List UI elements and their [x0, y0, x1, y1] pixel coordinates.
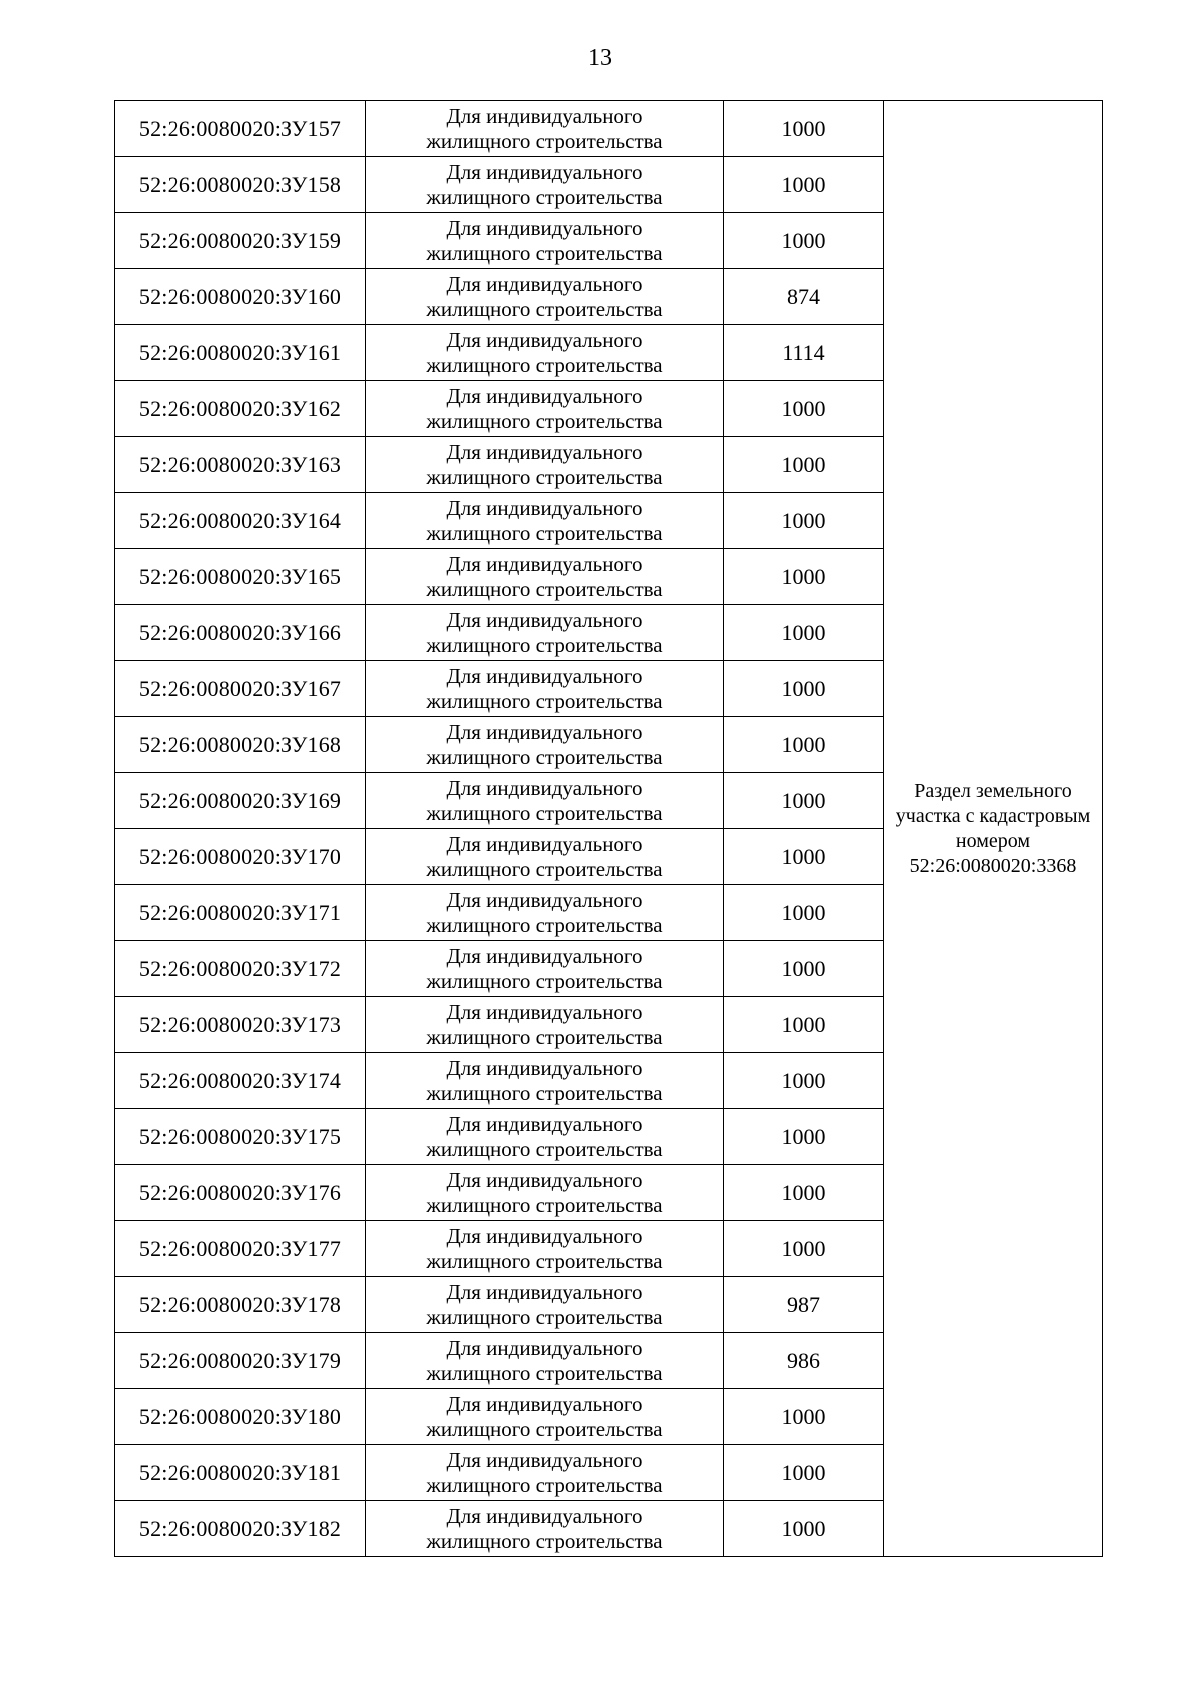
plot-number-cell: 52:26:0080020:ЗУ158 — [115, 157, 366, 213]
table-row — [115, 101, 1103, 157]
permitted-use-line-2: жилищного строительства — [426, 912, 663, 937]
plot-number-cell: 52:26:0080020:ЗУ180 — [115, 1389, 366, 1445]
permitted-use-line-2: жилищного строительства — [426, 352, 663, 377]
plot-area-cell: 1000 — [724, 1165, 884, 1221]
plot-number-cell: 52:26:0080020:ЗУ160 — [115, 269, 366, 325]
permitted-use-line-1: Для индивидуального — [446, 1111, 643, 1136]
plot-area-cell: 1000 — [724, 213, 884, 269]
plot-number-cell: 52:26:0080020:ЗУ182 — [115, 1501, 366, 1557]
permitted-use-line-1: Для индивидуального — [446, 1447, 643, 1472]
plot-area-cell: 1000 — [724, 101, 884, 157]
permitted-use-cell — [366, 941, 724, 997]
plot-area-cell: 1000 — [724, 1109, 884, 1165]
permitted-use-line-2: жилищного строительства — [426, 968, 663, 993]
plot-number-cell: 52:26:0080020:ЗУ166 — [115, 605, 366, 661]
permitted-use-line-1: Для индивидуального — [446, 775, 643, 800]
permitted-use-cell — [366, 1221, 724, 1277]
plot-number-cell: 52:26:0080020:ЗУ167 — [115, 661, 366, 717]
permitted-use-line-1: Для индивидуального — [446, 215, 643, 240]
permitted-use-line-1: Для индивидуального — [446, 551, 643, 576]
permitted-use-line-2: жилищного строительства — [426, 1528, 663, 1553]
land-plots-table-body — [115, 101, 1103, 1557]
plot-number-cell: 52:26:0080020:ЗУ168 — [115, 717, 366, 773]
plot-area-cell: 1000 — [724, 1389, 884, 1445]
permitted-use-line-2: жилищного строительства — [426, 1024, 663, 1049]
plot-area-cell: 1000 — [724, 941, 884, 997]
plot-area-cell: 1000 — [724, 381, 884, 437]
permitted-use-cell — [366, 101, 724, 157]
plot-area-cell: 1000 — [724, 717, 884, 773]
plot-area-cell: 1000 — [724, 885, 884, 941]
plot-number-cell: 52:26:0080020:ЗУ159 — [115, 213, 366, 269]
permitted-use-cell — [366, 1109, 724, 1165]
plot-number-cell: 52:26:0080020:ЗУ163 — [115, 437, 366, 493]
permitted-use-line-2: жилищного строительства — [426, 1360, 663, 1385]
plot-area-cell: 1000 — [724, 549, 884, 605]
plot-number-cell: 52:26:0080020:ЗУ173 — [115, 997, 366, 1053]
permitted-use-line-1: Для индивидуального — [446, 1223, 643, 1248]
plot-number-cell: 52:26:0080020:ЗУ171 — [115, 885, 366, 941]
permitted-use-cell — [366, 717, 724, 773]
plot-number-cell: 52:26:0080020:ЗУ157 — [115, 101, 366, 157]
permitted-use-cell — [366, 1165, 724, 1221]
page-number: 13 — [588, 45, 612, 71]
plot-number-cell: 52:26:0080020:ЗУ177 — [115, 1221, 366, 1277]
permitted-use-line-2: жилищного строительства — [426, 408, 663, 433]
permitted-use-line-2: жилищного строительства — [426, 1080, 663, 1105]
permitted-use-line-2: жилищного строительства — [426, 688, 663, 713]
permitted-use-cell — [366, 1445, 724, 1501]
plot-area-cell: 1000 — [724, 437, 884, 493]
permitted-use-line-2: жилищного строительства — [426, 296, 663, 321]
permitted-use-cell — [366, 997, 724, 1053]
plot-number-cell: 52:26:0080020:ЗУ162 — [115, 381, 366, 437]
plot-number-cell: 52:26:0080020:ЗУ170 — [115, 829, 366, 885]
permitted-use-cell — [366, 885, 724, 941]
permitted-use-line-1: Для индивидуального — [446, 495, 643, 520]
permitted-use-cell — [366, 773, 724, 829]
plot-area-cell: 874 — [724, 269, 884, 325]
permitted-use-line-1: Для индивидуального — [446, 327, 643, 352]
permitted-use-line-1: Для индивидуального — [446, 999, 643, 1024]
permitted-use-line-2: жилищного строительства — [426, 1416, 663, 1441]
permitted-use-line-1: Для индивидуального — [446, 663, 643, 688]
permitted-use-line-1: Для индивидуального — [446, 943, 643, 968]
permitted-use-line-2: жилищного строительства — [426, 240, 663, 265]
plot-number-cell: 52:26:0080020:ЗУ178 — [115, 1277, 366, 1333]
permitted-use-cell — [366, 157, 724, 213]
permitted-use-line-2: жилищного строительства — [426, 520, 663, 545]
permitted-use-cell — [366, 1333, 724, 1389]
permitted-use-line-2: жилищного строительства — [426, 800, 663, 825]
permitted-use-line-1: Для индивидуального — [446, 1055, 643, 1080]
plot-number-cell: 52:26:0080020:ЗУ174 — [115, 1053, 366, 1109]
permitted-use-line-2: жилищного строительства — [426, 1472, 663, 1497]
permitted-use-cell — [366, 1389, 724, 1445]
permitted-use-cell — [366, 325, 724, 381]
plot-area-cell: 1000 — [724, 1053, 884, 1109]
permitted-use-line-1: Для индивидуального — [446, 271, 643, 296]
permitted-use-line-1: Для индивидуального — [446, 887, 643, 912]
plot-area-cell: 1000 — [724, 157, 884, 213]
formation-method-cell: Раздел земельного участка с кадастровым номером 52:26:0080020:3368 — [884, 101, 1103, 1557]
permitted-use-cell — [366, 549, 724, 605]
permitted-use-line-1: Для индивидуального — [446, 1503, 643, 1528]
plot-number-cell: 52:26:0080020:ЗУ179 — [115, 1333, 366, 1389]
plot-number-cell: 52:26:0080020:ЗУ175 — [115, 1109, 366, 1165]
plot-area-cell: 1000 — [724, 1445, 884, 1501]
permitted-use-line-1: Для индивидуального — [446, 607, 643, 632]
plot-area-cell: 1000 — [724, 605, 884, 661]
plot-number-cell: 52:26:0080020:ЗУ169 — [115, 773, 366, 829]
permitted-use-line-2: жилищного строительства — [426, 184, 663, 209]
permitted-use-line-2: жилищного строительства — [426, 632, 663, 657]
plot-number-cell: 52:26:0080020:ЗУ172 — [115, 941, 366, 997]
permitted-use-cell — [366, 1277, 724, 1333]
permitted-use-line-1: Для индивидуального — [446, 831, 643, 856]
permitted-use-line-2: жилищного строительства — [426, 1192, 663, 1217]
permitted-use-line-1: Для индивидуального — [446, 159, 643, 184]
permitted-use-line-1: Для индивидуального — [446, 1391, 643, 1416]
plot-area-cell: 1000 — [724, 773, 884, 829]
plot-area-cell: 1000 — [724, 493, 884, 549]
plot-number-cell: 52:26:0080020:ЗУ181 — [115, 1445, 366, 1501]
permitted-use-line-1: Для индивидуального — [446, 103, 643, 128]
permitted-use-line-1: Для индивидуального — [446, 719, 643, 744]
permitted-use-line-1: Для индивидуального — [446, 1167, 643, 1192]
plot-area-cell: 987 — [724, 1277, 884, 1333]
permitted-use-line-2: жилищного строительства — [426, 744, 663, 769]
permitted-use-cell — [366, 1053, 724, 1109]
permitted-use-line-2: жилищного строительства — [426, 856, 663, 881]
permitted-use-line-1: Для индивидуального — [446, 1335, 643, 1360]
permitted-use-cell — [366, 381, 724, 437]
plot-number-cell: 52:26:0080020:ЗУ165 — [115, 549, 366, 605]
permitted-use-cell — [366, 605, 724, 661]
permitted-use-cell — [366, 269, 724, 325]
plot-area-cell: 986 — [724, 1333, 884, 1389]
permitted-use-line-1: Для индивидуального — [446, 1279, 643, 1304]
permitted-use-line-2: жилищного строительства — [426, 128, 663, 153]
plot-area-cell: 1000 — [724, 661, 884, 717]
plot-area-cell: 1114 — [724, 325, 884, 381]
permitted-use-cell — [366, 493, 724, 549]
permitted-use-line-2: жилищного строительства — [426, 1248, 663, 1273]
permitted-use-cell — [366, 213, 724, 269]
plot-number-cell: 52:26:0080020:ЗУ164 — [115, 493, 366, 549]
permitted-use-cell — [366, 829, 724, 885]
plot-area-cell: 1000 — [724, 829, 884, 885]
plot-area-cell: 1000 — [724, 1501, 884, 1557]
plot-number-cell: 52:26:0080020:ЗУ161 — [115, 325, 366, 381]
permitted-use-cell — [366, 437, 724, 493]
land-plots-table — [114, 100, 1103, 1557]
permitted-use-line-1: Для индивидуального — [446, 383, 643, 408]
plot-number-cell: 52:26:0080020:ЗУ176 — [115, 1165, 366, 1221]
plot-area-cell: 1000 — [724, 1221, 884, 1277]
permitted-use-line-2: жилищного строительства — [426, 1136, 663, 1161]
permitted-use-cell — [366, 1501, 724, 1557]
permitted-use-line-1: Для индивидуального — [446, 439, 643, 464]
plot-area-cell: 1000 — [724, 997, 884, 1053]
permitted-use-line-2: жилищного строительства — [426, 464, 663, 489]
permitted-use-cell — [366, 661, 724, 717]
permitted-use-line-2: жилищного строительства — [426, 1304, 663, 1329]
permitted-use-line-2: жилищного строительства — [426, 576, 663, 601]
